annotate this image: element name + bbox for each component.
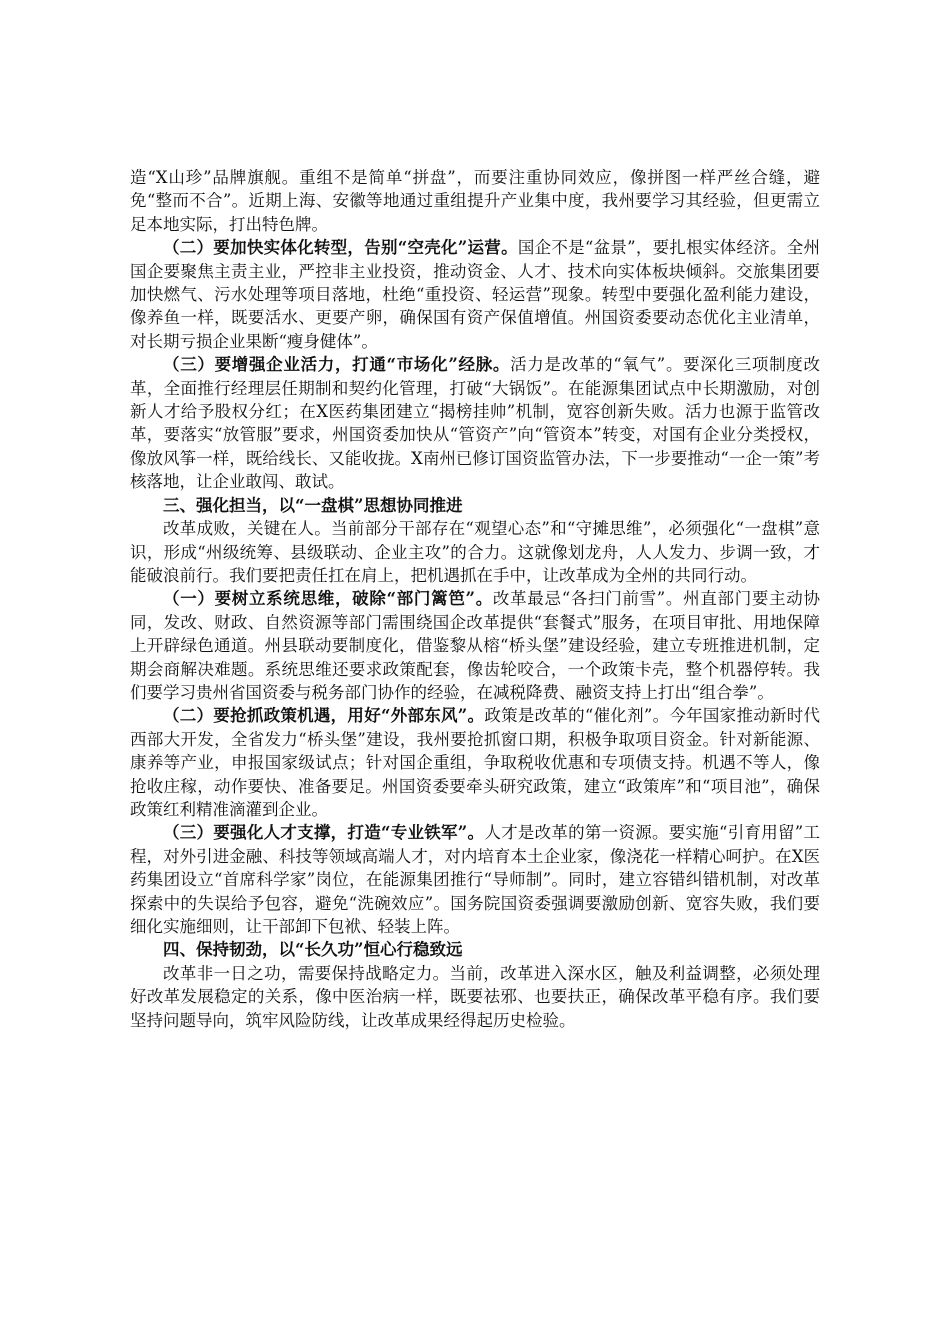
subsection-2-2 xyxy=(130,236,820,353)
subsection-3-2 xyxy=(130,704,820,821)
section-heading-3: 三、强化担当，以“一盘棋”思想协同推进 xyxy=(163,495,463,515)
paragraph-text: 改革成败，关键在人。当前部分干部存在“观望心态”和“守摊思维”，必须强化“一盘棋”意识，形成“州级统筹、县级联动、企业主攻”的合力。这就像划龙舟，人人发力、步调一致，才能破浪前行。我们要把责任扛在肩上，把机遇抓在手中，让改革成为全州的共同行动。 xyxy=(130,519,820,585)
document-page xyxy=(130,166,820,1032)
paragraph-text: 改革非一日之功，需要保持战略定力。当前，改革进入深水区，触及利益调整，必须处理好改革发展稳定的关系，像中医治病一样，既要祛邪、也要扶正，确保改革平稳有序。我们要坚持问题导向，筑牢风险防线，让改革成果经得起历史检验。 xyxy=(130,963,820,1030)
subsection-2-3 xyxy=(130,353,820,493)
paragraph-text: 国企不是“盆景”，要扎根实体经济。全州国企要聚焦主责主业，严控非主业投资，推动资金、人才、技术向实体板块倾斜。交旅集团要加快燃气、污水处理等项目落地，杜绝“重投资、轻运营”现象。转型中要强化盈利能力建设，像养鱼一样，既要活水、更要产卵，确保国有资产保值增值。州国资委要动态优化主业清单，对长期亏损企业果断“瘦身健体”。 xyxy=(130,238,821,351)
subsection-3-3 xyxy=(130,821,820,938)
section-3-intro xyxy=(130,517,820,587)
paragraph-continuation xyxy=(130,166,820,236)
subsection-lead: （二）要抢抓政策机遇，用好“外部东风”。 xyxy=(163,706,485,726)
subsection-lead: （一）要树立系统思维，破除“部门篱笆”。 xyxy=(163,589,493,609)
paragraph-text: 人才是改革的第一资源。要实施“引育用留”工程，对外引进金融、科技等领域高端人才，对内培育本土企业家，像浇花一样精心呵护。在X医药集团设立“首席科学家”岗位，在能源集团推行“导师制”。同时，建立容错纠错机制，对改革探索中的失误给予包容，避免“洗碗效应”。国务院国资委强调要激励创新、宽容失败，我们要细化实施细则，让干部卸下包袱、轻装上阵。 xyxy=(130,823,821,936)
subsection-lead: （二）要加快实体化转型，告别“空壳化”运营。 xyxy=(163,238,518,258)
paragraph-text: 造“X山珍”品牌旗舰。重组不是简单“拼盘”，而要注重协同效应，像拼图一样严丝合缝，避免“整而不合”。近期上海、安徽等地通过重组提升产业集中度，我州要学习其经验，但更需立足本地实际，打出特色牌。 xyxy=(130,168,820,234)
paragraph-text: 政策是改革的“催化剂”。今年国家推动新时代西部大开发，全省发力“桥头堡”建设，我州要抢抓窗口期，积极争取项目资金。针对新能源、康养等产业，申报国家级试点；针对国企重组，争取税收优惠和专项债支持。机遇不等人，像抢收庄稼，动作要快、准备要足。州国资委要牵头研究政策，建立“政策库”和“项目池”，确保政策红利精准滴灌到企业。 xyxy=(130,706,821,819)
subsection-lead: （三）要增强企业活力，打通“市场化”经脉。 xyxy=(163,355,511,375)
paragraph-text: 活力是改革的“氧气”。要深化三项制度改革，全面推行经理层任期制和契约化管理，打破“大锅饭”。在能源集团试点中长期激励，对创新人才给予股权分红；在X医药集团建立“揭榜挂帅”机制，宽容创新失败。活力也源于监管改革，要落实“放管服”要求，州国资委加快从“管资产”向“管资本”转变，对国有企业分类授权，像放风筝一样，既给线长、又能收拢。X南州已修订国资监管办法，下一步要推动“一企一策”考核落地，让企业敢闯、敢试。 xyxy=(130,355,821,492)
subsection-3-1 xyxy=(130,587,820,704)
section-heading-4: 四、保持韧劲，以“长久功”恒心行稳致远 xyxy=(163,940,463,960)
subsection-lead: （三）要强化人才支撑，打造“专业铁军”。 xyxy=(163,823,485,843)
section-4-intro xyxy=(130,962,820,1032)
paragraph-text: 改革最忌“各扫门前雪”。州直部门要主动协同，发改、财政、自然资源等部门需围绕国企改革提供“套餐式”服务，在项目审批、用地保障上开辟绿色通道。州县联动要制度化，借鉴黎从榕“桥头堡”建设经验，建立专班推进机制，定期会商解决难题。系统思维还要求政策配套，像齿轮咬合，一个政策卡壳，整个机器停转。我们要学习贵州省国资委与税务部门协作的经验，在减税降费、融资支持上打出“组合拳”。 xyxy=(130,589,820,702)
